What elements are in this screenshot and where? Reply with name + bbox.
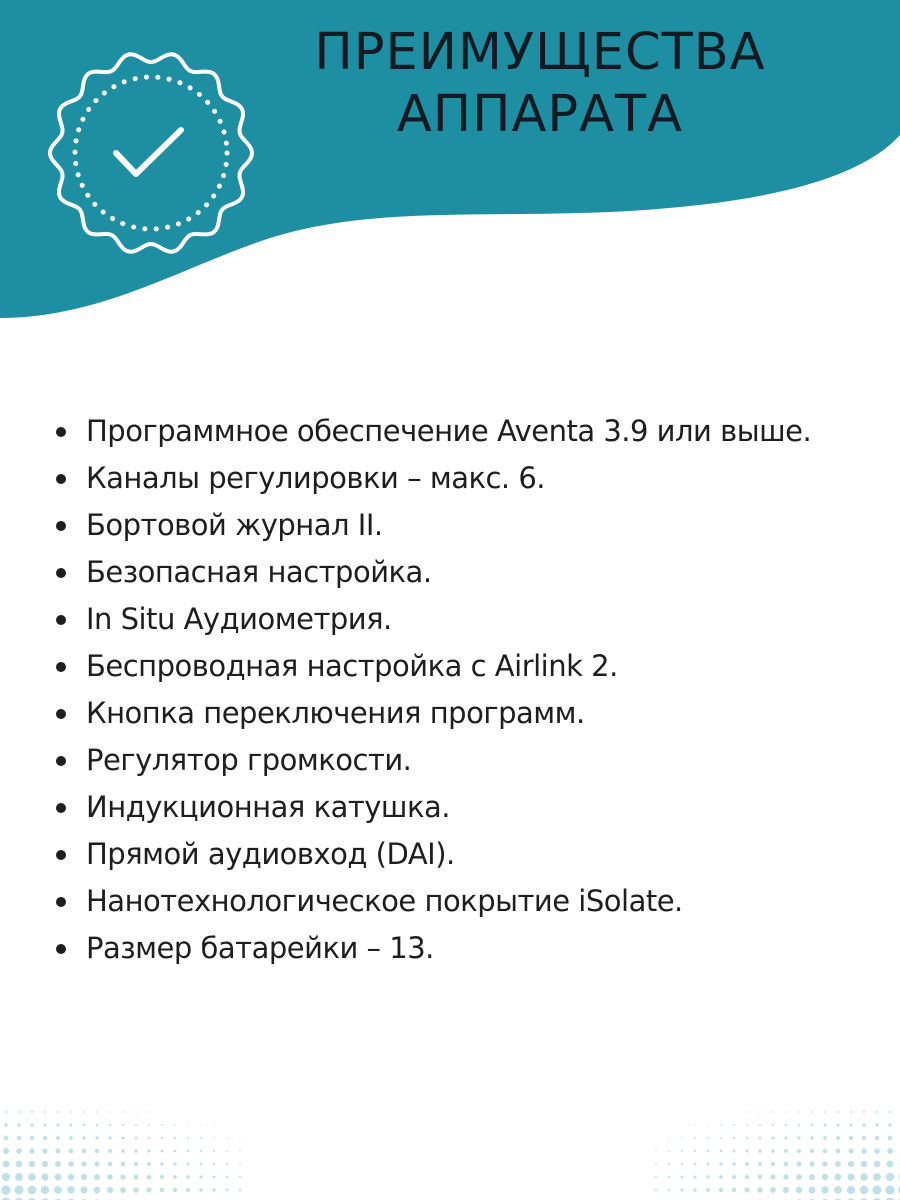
feature-text: Нанотехнологическое покрытие iSolate. <box>86 884 683 918</box>
halftone-dot <box>94 1187 101 1194</box>
halftone-dot <box>745 1149 748 1152</box>
halftone-dot <box>200 1124 201 1125</box>
halftone-dot <box>693 1175 696 1178</box>
halftone-dot <box>783 1187 789 1193</box>
halftone-dot <box>5 1111 7 1113</box>
halftone-dot <box>41 1173 48 1180</box>
halftone-dot <box>655 1176 657 1178</box>
halftone-dot <box>186 1175 189 1178</box>
halftone-dot <box>875 1123 878 1126</box>
halftone-dot <box>860 1186 869 1195</box>
halftone-dot <box>888 1123 891 1126</box>
halftone-dot <box>758 1149 761 1152</box>
halftone-dot <box>810 1136 813 1139</box>
halftone-dot <box>823 1149 828 1154</box>
bullet-icon <box>56 897 66 907</box>
feature-text: Кнопка переключения программ. <box>86 696 585 730</box>
feature-item <box>54 737 884 784</box>
halftone-dot <box>187 1150 190 1153</box>
halftone-dot <box>770 1187 776 1193</box>
halftone-dot <box>719 1162 722 1165</box>
bullet-icon <box>56 803 66 813</box>
halftone-dot <box>96 1111 98 1113</box>
feature-text: Индукционная катушка. <box>86 790 450 824</box>
halftone-dot <box>135 1137 138 1140</box>
halftone-dot <box>836 1149 841 1154</box>
halftone-dot <box>732 1175 736 1179</box>
feature-item <box>54 549 884 596</box>
feature-item <box>54 455 884 502</box>
halftone-dot <box>668 1150 670 1152</box>
halftone-dot <box>42 1148 47 1153</box>
halftone-dot <box>809 1161 814 1166</box>
halftone-dot <box>694 1137 696 1139</box>
feature-item <box>54 831 884 878</box>
halftone-dot <box>887 1148 893 1154</box>
halftone-dot <box>83 1111 85 1113</box>
halftone-dot <box>94 1161 99 1166</box>
halftone-dot <box>681 1176 684 1179</box>
halftone-dot <box>239 1163 241 1165</box>
halftone-dot <box>16 1148 22 1154</box>
halftone-dot <box>707 1137 709 1139</box>
halftone-dot <box>174 1124 176 1126</box>
bullet-icon <box>56 709 66 719</box>
halftone-dot <box>824 1111 826 1113</box>
halftone-dot <box>161 1137 163 1139</box>
feature-text: In Situ Аудиометрия. <box>86 602 392 636</box>
halftone-dot <box>107 1174 113 1180</box>
halftone-dot <box>745 1162 749 1166</box>
halftone-dots-left <box>0 1080 250 1200</box>
halftone-dot <box>809 1174 815 1180</box>
halftone-dot <box>757 1187 762 1192</box>
halftone-dot <box>733 1150 736 1153</box>
halftone-dot <box>56 1149 61 1154</box>
halftone-dot <box>680 1188 683 1191</box>
halftone-dot <box>784 1162 789 1167</box>
halftone-dot <box>122 1111 123 1112</box>
halftone-dot <box>861 1148 866 1153</box>
halftone-dot <box>848 1148 853 1153</box>
halftone-dot <box>107 1187 113 1193</box>
halftone-dot <box>82 1136 86 1140</box>
halftone-dot <box>772 1124 774 1126</box>
halftone-dot <box>681 1137 683 1139</box>
feature-item <box>54 408 884 455</box>
halftone-dot <box>108 1149 112 1153</box>
halftone-dot <box>784 1149 788 1153</box>
bullet-icon <box>56 850 66 860</box>
halftone-dot <box>796 1187 803 1194</box>
halftone-dot <box>96 1124 99 1127</box>
feature-item <box>54 878 884 925</box>
halftone-dot <box>122 1137 125 1140</box>
halftone-dot <box>719 1175 723 1179</box>
check-mark <box>116 130 181 174</box>
halftone-dot <box>848 1161 854 1167</box>
halftone-dot <box>720 1150 723 1153</box>
halftone-dot <box>770 1174 775 1179</box>
halftone-dot <box>226 1176 228 1178</box>
halftone-dot <box>694 1150 696 1152</box>
halftone-dot <box>821 1186 828 1193</box>
halftone-dot <box>134 1149 137 1152</box>
halftone-dot <box>668 1189 671 1192</box>
halftone-dot <box>707 1124 708 1125</box>
halftone-dot <box>693 1188 696 1191</box>
feature-item <box>54 596 884 643</box>
halftone-dot <box>17 1136 22 1141</box>
halftone-dot <box>720 1137 722 1139</box>
halftone-dot <box>213 1176 216 1179</box>
halftone-dot <box>681 1163 683 1165</box>
halftone-dot <box>837 1124 840 1127</box>
halftone-dot <box>160 1188 165 1193</box>
halftone-dot <box>174 1137 176 1139</box>
halftone-dot <box>875 1136 879 1140</box>
halftone-dot <box>135 1111 136 1112</box>
halftone-dot <box>41 1186 49 1194</box>
halftone-dot <box>239 1137 240 1138</box>
halftone-dot <box>57 1111 59 1113</box>
halftone-dot <box>823 1136 827 1140</box>
halftone-dot <box>148 1124 150 1126</box>
halftone-dot <box>797 1149 801 1153</box>
bullet-icon <box>56 521 66 531</box>
halftone-dot <box>187 1163 190 1166</box>
halftone-dot <box>28 1186 37 1195</box>
halftone-dot <box>16 1161 23 1168</box>
halftone-dot <box>1 1185 10 1194</box>
bullet-icon <box>56 756 66 766</box>
dotted-ring <box>75 77 227 229</box>
halftone-dot <box>849 1136 853 1140</box>
halftone-dot <box>44 1111 46 1113</box>
halftone-dot <box>81 1174 87 1180</box>
halftone-dot <box>822 1161 828 1167</box>
halftone-dot <box>135 1124 137 1126</box>
halftone-dot <box>31 1111 33 1113</box>
halftone-dot <box>173 1188 177 1192</box>
halftone-dot <box>120 1187 126 1193</box>
feature-text: Безопасная настройка. <box>86 555 432 589</box>
halftone-dot <box>771 1162 775 1166</box>
halftone-dot <box>148 1137 151 1140</box>
halftone-dot <box>2 1173 10 1181</box>
halftone-dot <box>862 1136 866 1140</box>
bullet-icon <box>56 662 66 672</box>
halftone-dot <box>95 1136 98 1139</box>
halftone-dot <box>784 1136 787 1139</box>
halftone-dot <box>849 1123 852 1126</box>
halftone-dot <box>160 1162 164 1166</box>
halftone-dot <box>15 1173 23 1181</box>
halftone-dot <box>758 1175 763 1180</box>
halftone-dot <box>68 1161 74 1167</box>
halftone-dot <box>186 1188 190 1192</box>
feature-item <box>54 643 884 690</box>
halftone-dot <box>148 1111 149 1112</box>
halftone-dot <box>134 1162 138 1166</box>
halftone-dot <box>161 1124 163 1126</box>
halftone-dot <box>174 1150 177 1153</box>
halftone-dot <box>147 1175 152 1180</box>
halftone-dot <box>797 1136 800 1139</box>
halftone-dot <box>55 1161 61 1167</box>
halftone-dot <box>42 1161 48 1167</box>
bullet-icon <box>56 944 66 954</box>
halftone-dot <box>885 1185 894 1194</box>
halftone-dot <box>199 1188 203 1192</box>
halftone-dot <box>719 1188 723 1192</box>
feature-item <box>54 925 884 972</box>
halftone-dot <box>746 1137 749 1140</box>
halftone-dot <box>785 1124 787 1126</box>
features-list <box>54 408 884 972</box>
halftone-dot <box>199 1175 202 1178</box>
halftone-dot <box>83 1124 86 1127</box>
halftone-dot <box>173 1162 176 1165</box>
halftone-dot <box>146 1187 151 1192</box>
halftone-dot <box>707 1150 709 1152</box>
halftone-dot <box>824 1124 827 1127</box>
halftone-dots-right <box>650 1080 900 1200</box>
halftone-dot <box>213 1137 215 1139</box>
halftone-dot <box>55 1174 62 1181</box>
halftone-dot <box>862 1123 865 1126</box>
feature-text: Регулятор громкости. <box>86 743 412 777</box>
halftone-dot <box>847 1186 855 1194</box>
halftone-dot <box>226 1137 227 1138</box>
halftone-dot <box>798 1124 800 1126</box>
halftone-dot <box>173 1175 177 1179</box>
feature-text: Каналы регулировки – макс. 6. <box>86 461 546 495</box>
halftone-dot <box>655 1163 657 1165</box>
halftone-dot <box>213 1150 215 1152</box>
halftone-dot <box>226 1150 228 1152</box>
halftone-dot <box>887 1161 894 1168</box>
feature-text: Размер батарейки – 13. <box>86 931 434 965</box>
halftone-dot <box>239 1176 241 1178</box>
halftone-dot <box>108 1136 111 1139</box>
halftone-dot <box>69 1136 73 1140</box>
halftone-dot <box>187 1137 189 1139</box>
halftone-dot <box>797 1162 802 1167</box>
halftone-dot <box>30 1123 33 1126</box>
halftone-dot <box>239 1189 241 1191</box>
halftone-dot <box>108 1162 113 1167</box>
halftone-dot <box>772 1137 775 1140</box>
halftone-dot <box>796 1174 802 1180</box>
halftone-dot <box>161 1150 164 1153</box>
halftone-dot <box>837 1111 839 1113</box>
bullet-icon <box>56 615 66 625</box>
halftone-dot <box>681 1150 683 1152</box>
halftone-dot <box>70 1124 73 1127</box>
feature-text: Бортовой журнал II. <box>86 508 383 542</box>
halftone-dot <box>746 1111 747 1112</box>
halftone-dot <box>54 1186 62 1194</box>
page-title <box>270 22 810 146</box>
halftone-dot <box>200 1137 202 1139</box>
halftone-dot <box>771 1149 775 1153</box>
halftone-dot <box>836 1136 840 1140</box>
halftone-dot <box>70 1111 72 1113</box>
halftone-dot <box>759 1137 762 1140</box>
halftone-dot <box>81 1161 86 1166</box>
halftone-dot <box>82 1149 86 1153</box>
halftone-dot <box>187 1124 189 1126</box>
halftone-dot <box>733 1124 735 1126</box>
halftone-dot <box>56 1136 60 1140</box>
halftone-dot <box>14 1185 23 1194</box>
halftone-dot <box>860 1173 867 1180</box>
halftone-dot <box>57 1124 60 1127</box>
halftone-dot <box>706 1175 709 1178</box>
halftone-dot <box>694 1163 697 1166</box>
feature-item <box>54 690 884 737</box>
halftone-dot <box>30 1136 34 1140</box>
halftone-dot <box>835 1161 841 1167</box>
halftone-dot <box>226 1163 228 1165</box>
feature-text: Беспроводная настройка с Airlink 2. <box>86 649 618 683</box>
halftone-dot <box>2 1160 9 1167</box>
halftone-dot <box>133 1187 139 1193</box>
halftone-dot <box>28 1173 36 1181</box>
halftone-dot <box>811 1124 814 1127</box>
halftone-dot <box>694 1124 695 1125</box>
halftone-dot <box>732 1188 737 1193</box>
halftone-dot <box>850 1111 852 1113</box>
halftone-dot <box>200 1150 202 1152</box>
halftone-dot <box>733 1137 735 1139</box>
halftone-dot <box>668 1176 670 1178</box>
halftone-dot <box>147 1162 151 1166</box>
feature-item <box>54 784 884 831</box>
halftone-dot <box>863 1111 865 1113</box>
halftone-dot <box>134 1175 139 1180</box>
halftone-dot <box>43 1123 46 1126</box>
halftone-dot <box>4 1136 9 1141</box>
halftone-dot <box>668 1137 669 1138</box>
halftone-dot <box>759 1111 760 1112</box>
halftone-dot <box>655 1150 656 1151</box>
halftone-dot <box>121 1149 125 1153</box>
halftone-dot <box>109 1124 111 1126</box>
halftone-dot <box>772 1111 773 1112</box>
halftone-dot <box>876 1111 878 1113</box>
halftone-dot <box>80 1186 87 1193</box>
halftone-dot <box>239 1150 241 1152</box>
checkmark-seal-icon <box>48 50 254 256</box>
halftone-dot <box>732 1162 735 1165</box>
halftone-dot <box>67 1186 74 1193</box>
title-line-2: АППАРАТА <box>396 85 684 144</box>
halftone-dot <box>43 1136 47 1140</box>
halftone-dot <box>121 1162 125 1166</box>
feature-text: Программное обеспечение Aventa 3.9 или выше. <box>86 414 812 448</box>
halftone-dot <box>720 1124 722 1126</box>
halftone-dot <box>120 1174 125 1179</box>
halftone-dot <box>4 1123 8 1127</box>
halftone-dot <box>810 1149 814 1153</box>
halftone-dot <box>95 1149 99 1153</box>
halftone-dot <box>809 1187 816 1194</box>
halftone-dot <box>874 1161 881 1168</box>
halftone-dot <box>873 1186 882 1195</box>
halftone-dot <box>122 1124 124 1126</box>
halftone-dot <box>888 1136 893 1141</box>
halftone-dot <box>212 1188 215 1191</box>
halftone-dot <box>783 1174 788 1179</box>
seal-outline <box>50 54 252 251</box>
halftone-dot <box>811 1111 813 1113</box>
halftone-dot <box>835 1174 842 1181</box>
halftone-dot <box>873 1173 881 1181</box>
halftone-dot <box>745 1175 749 1179</box>
halftone-dot <box>707 1163 710 1166</box>
halftone-dot <box>213 1163 215 1165</box>
halftone-dot <box>29 1161 35 1167</box>
halftone-dot <box>874 1148 880 1154</box>
halftone-dot <box>69 1149 74 1154</box>
halftone-dot <box>847 1173 854 1180</box>
halftone-dot <box>200 1163 203 1166</box>
halftone-dot <box>706 1188 710 1192</box>
halftone-dot <box>758 1162 762 1166</box>
bullet-icon <box>56 474 66 484</box>
halftone-dot <box>18 1111 20 1113</box>
halftone-dot <box>746 1124 748 1126</box>
halftone-dot <box>213 1124 214 1125</box>
halftone-dot <box>798 1111 800 1113</box>
feature-item <box>54 502 884 549</box>
halftone-dot <box>109 1111 111 1113</box>
halftone-dot <box>759 1124 761 1126</box>
halftone-dot <box>29 1148 34 1153</box>
halftone-dot <box>226 1189 229 1192</box>
halftone-dot <box>744 1187 749 1192</box>
title-line-1: ПРЕИМУЩЕСТВА <box>314 23 766 82</box>
halftone-dot <box>3 1148 9 1154</box>
halftone-dot <box>889 1111 891 1113</box>
halftone-dot <box>886 1173 894 1181</box>
bullet-icon <box>56 427 66 437</box>
halftone-dot <box>68 1174 75 1181</box>
halftone-dot <box>822 1174 828 1180</box>
halftone-dot <box>861 1161 867 1167</box>
halftone-dot <box>668 1163 670 1165</box>
halftone-dot <box>834 1186 842 1194</box>
halftone-dot <box>785 1111 787 1113</box>
bullet-icon <box>56 568 66 578</box>
halftone-dot <box>147 1149 150 1152</box>
halftone-dot <box>94 1174 100 1180</box>
halftone-dot <box>655 1189 657 1191</box>
halftone-dot <box>17 1123 20 1126</box>
feature-text: Прямой аудиовход (DAI). <box>86 837 455 871</box>
halftone-dot <box>160 1175 164 1179</box>
